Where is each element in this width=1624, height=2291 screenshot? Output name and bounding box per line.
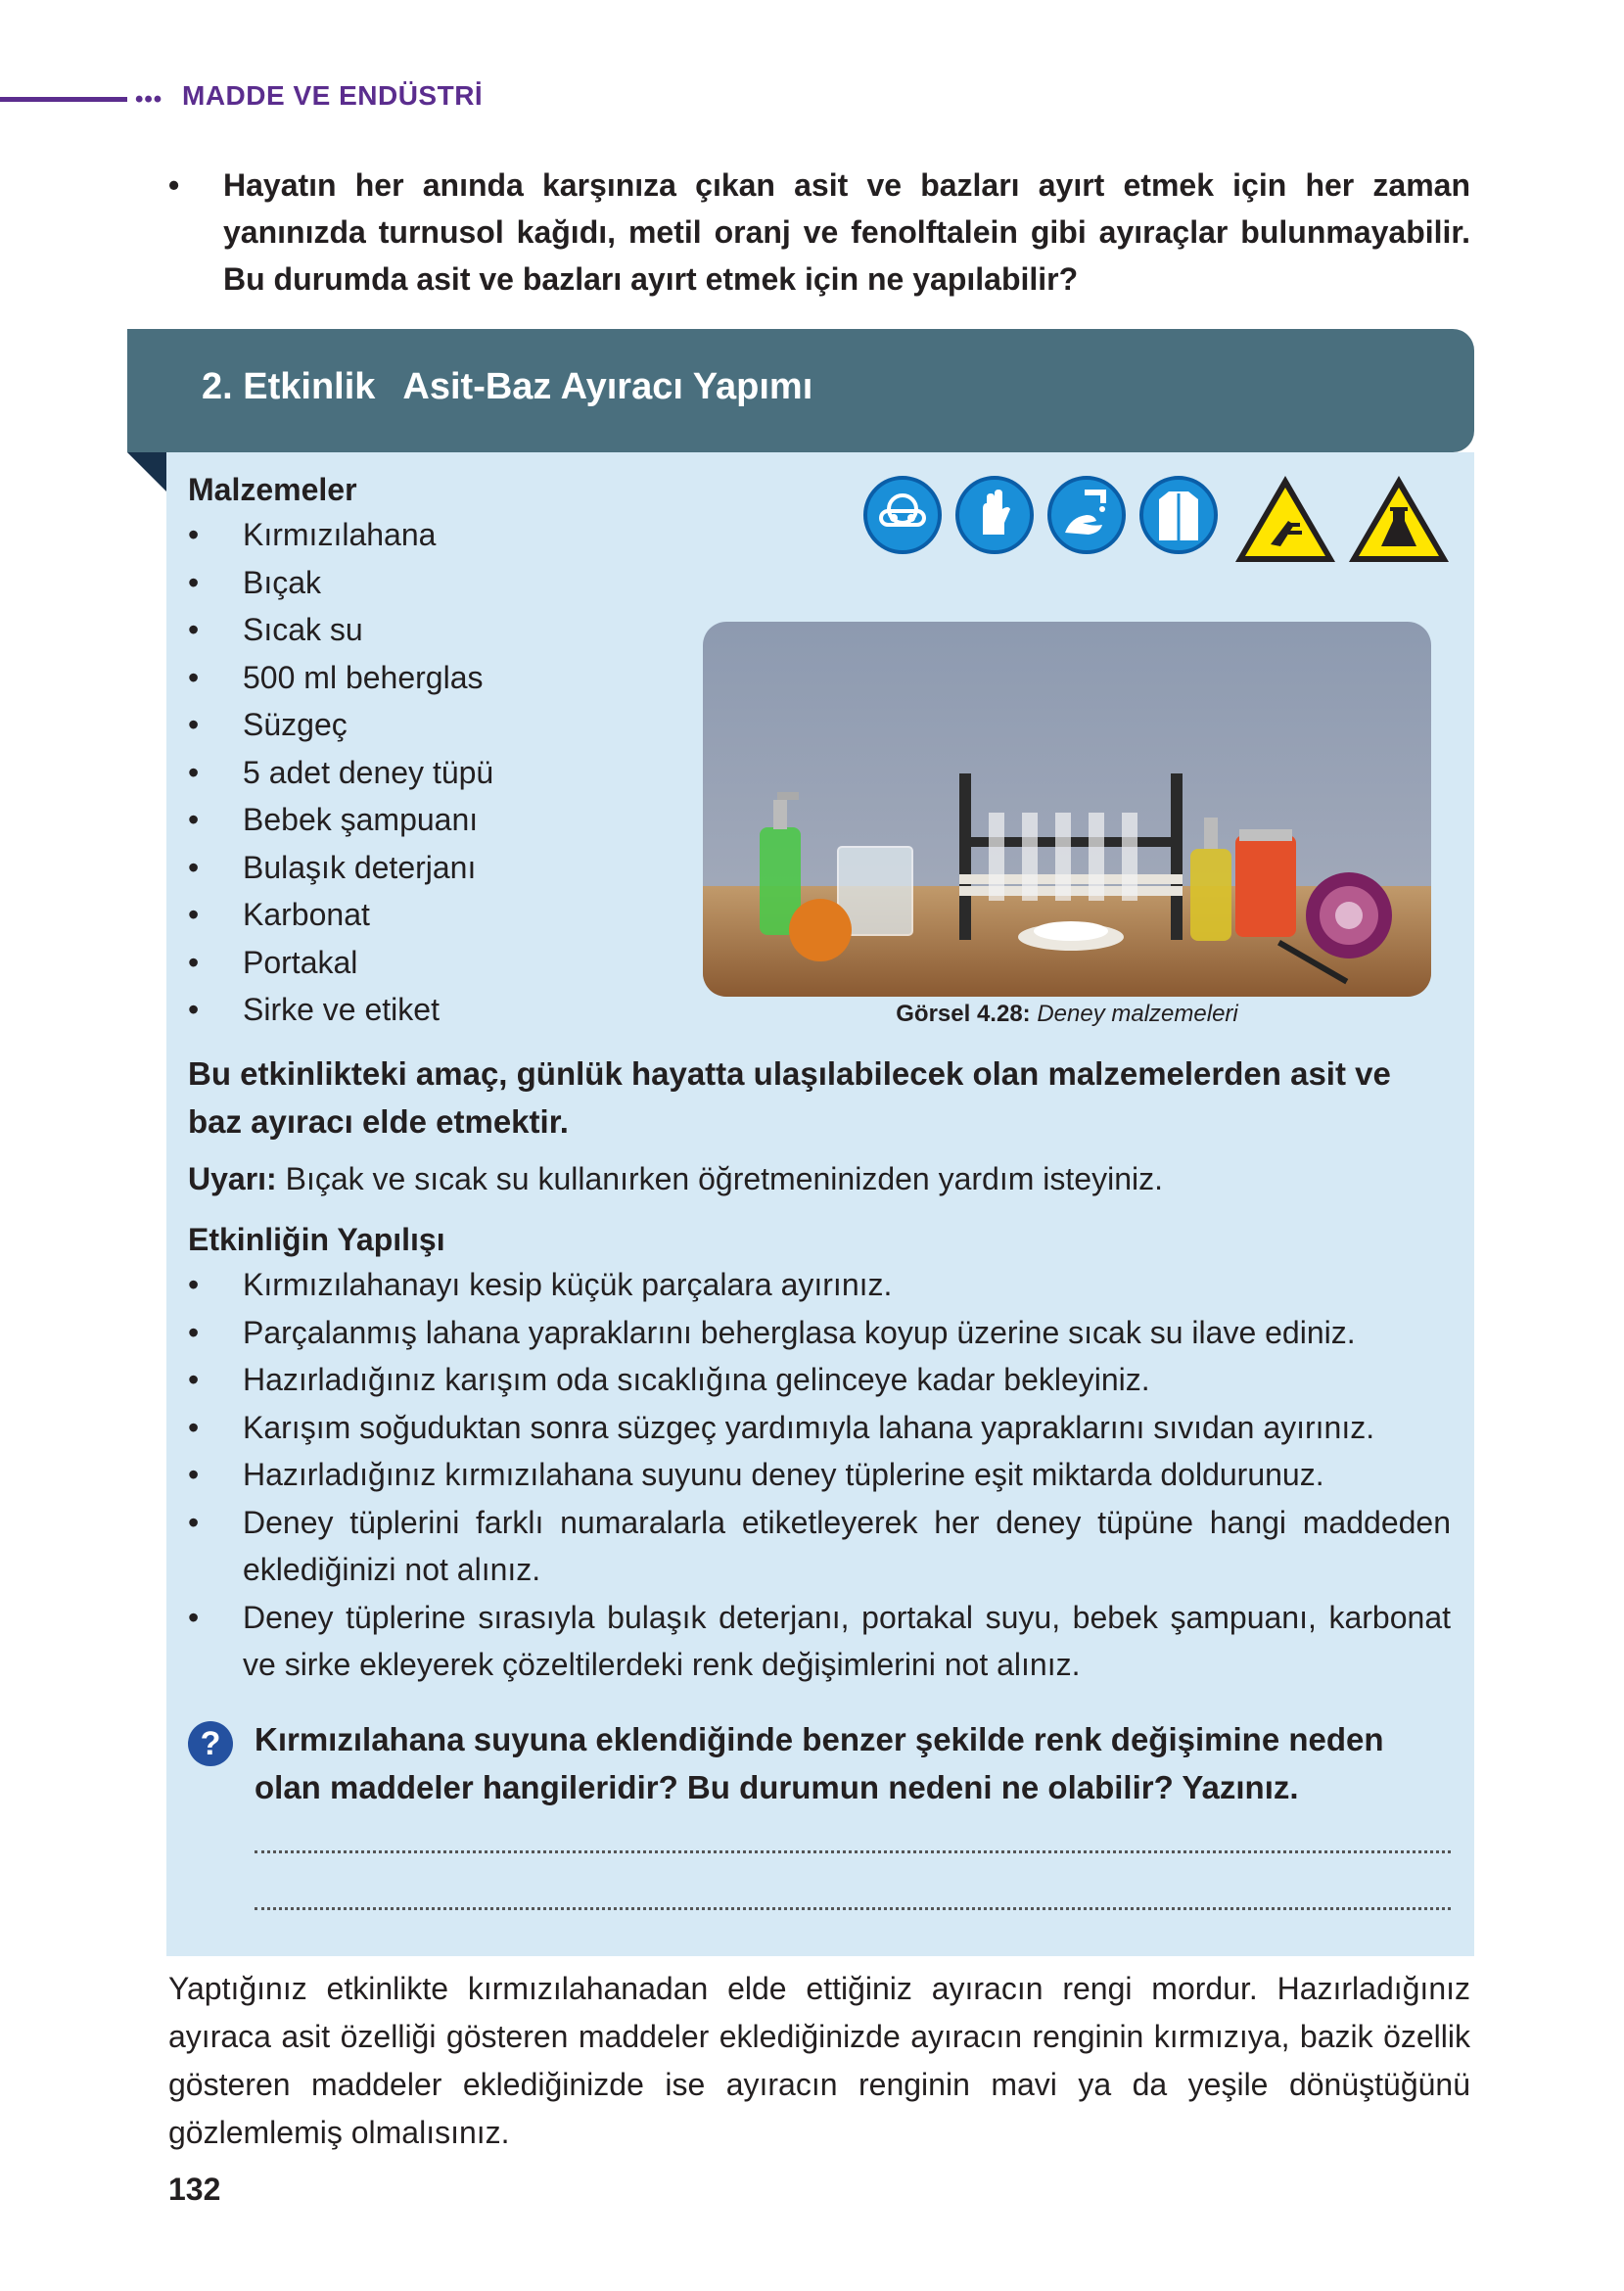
materials-heading: Malzemeler bbox=[188, 472, 357, 507]
page-number: 132 bbox=[168, 2172, 221, 2207]
activity-number: 2. Etkinlik bbox=[202, 366, 376, 407]
list-item: • Karışım soğuduktan sonra süzgeç yardımıyla lahana yapraklarını sıvıdan ayırınız. bbox=[188, 1404, 1451, 1452]
list-item: • Sıcak su bbox=[188, 606, 493, 654]
question-block bbox=[188, 1715, 1451, 1811]
materials-list bbox=[188, 511, 493, 1034]
list-item: • Hazırladığınız karışım oda sıcaklığına gelinceye kadar bekleyiniz. bbox=[188, 1356, 1451, 1404]
warning-text: Bıçak ve sıcak su kullanırken öğretmeninizden yardım isteyiniz. bbox=[285, 1161, 1163, 1196]
intro-question bbox=[168, 162, 1470, 303]
figure-caption bbox=[703, 1001, 1431, 1028]
goggles-icon bbox=[863, 476, 942, 554]
activity-subtitle: Asit-Baz Ayıracı Yapımı bbox=[402, 366, 813, 407]
list-item: • Kırmızılahanayı kesip küçük parçalara ayırınız. bbox=[188, 1261, 1451, 1309]
sharp-object-warning-icon bbox=[1231, 472, 1339, 566]
list-item: • Kırmızılahana bbox=[188, 511, 493, 559]
question-text: Kırmızılahana suyuna eklendiğinde benzer şekilde renk değişimine neden olan maddeler hangileridir? Bu durumun nedeni ne olabilir? Yazınız. bbox=[255, 1721, 1384, 1805]
unit-title: MADDE VE ENDÜSTRİ bbox=[182, 80, 484, 111]
activity-header bbox=[127, 329, 1474, 452]
list-item: • 5 adet deney tüpü bbox=[188, 749, 493, 797]
figure-label: Görsel 4.28: bbox=[896, 1001, 1031, 1027]
list-item: • Bebek şampuanı bbox=[188, 796, 493, 844]
answer-line[interactable] bbox=[255, 1907, 1451, 1910]
list-item: • Parçalanmış lahana yapraklarını beherglasa koyup üzerine sıcak su ilave ediniz. bbox=[188, 1309, 1451, 1357]
experiment-photo bbox=[703, 622, 1431, 997]
list-item: • Portakal bbox=[188, 939, 493, 987]
chemical-hazard-warning-icon bbox=[1345, 472, 1453, 566]
list-item: • Deney tüplerine sırasıyla bulaşık deterjanı, portakal suyu, bebek şampuanı, karbonat ve sirke ekleyerek çözeltilerdeki renk değişimlerini not alınız. bbox=[188, 1594, 1451, 1689]
warning bbox=[188, 1161, 1163, 1197]
list-item: • Sirke ve etiket bbox=[188, 986, 493, 1034]
question-mark-icon: ? bbox=[188, 1721, 233, 1766]
list-item: • Bıçak bbox=[188, 559, 493, 607]
list-item: • 500 ml beherglas bbox=[188, 654, 493, 702]
list-item: • Karbonat bbox=[188, 891, 493, 939]
answer-line[interactable] bbox=[255, 1850, 1451, 1853]
list-item: • Deney tüplerini farklı numaralarla etiketleyerek her deney tüpüne hangi maddeden eklediğinizi not alınız. bbox=[188, 1499, 1451, 1594]
warning-label: Uyarı: bbox=[188, 1161, 277, 1196]
list-item: • Bulaşık deterjanı bbox=[188, 844, 493, 892]
activity-box bbox=[166, 452, 1474, 1956]
conclusion-paragraph: Yaptığınız etkinlikte kırmızılahanadan elde ettiğiniz ayıracın rengi mordur. Hazırladığınız ayıraca asit özelliği gösteren maddeler eklediğinizde ayıracın renginin kırmızıya, bazik özellik gösteren maddeler eklediğinizde ise ayıracın renginin mavi ya da yeşile dönüştüğünü gözlemlemiş olmalısınız. bbox=[168, 1971, 1470, 2150]
list-item: • Hazırladığınız kırmızılahana suyunu deney tüplerine eşit miktarda doldurunuz. bbox=[188, 1451, 1451, 1499]
bullet: • bbox=[168, 167, 180, 203]
gloves-icon bbox=[955, 476, 1034, 554]
header-fold bbox=[127, 452, 166, 491]
figure-title: Deney malzemeleri bbox=[1037, 1001, 1238, 1027]
intro-text: Hayatın her anında karşınıza çıkan asit ve bazları ayırt etmek için her zaman yanınızda turnusol kağıdı, metil oranj ve fenolftalein gibi ayıraçlar bulunmayabilir. Bu durumda asit ve bazları ayırt etmek için ne yapılabilir? bbox=[223, 167, 1470, 297]
header-dots: ••• bbox=[135, 86, 163, 113]
steps-heading: Etkinliğin Yapılışı bbox=[188, 1222, 445, 1257]
activity-title bbox=[202, 366, 812, 408]
aim-text: Bu etkinlikteki amaç, günlük hayatta ulaşılabilecek olan malzemelerden asit ve baz ayıracı elde etmektir. bbox=[188, 1055, 1391, 1140]
header-rule bbox=[0, 97, 127, 102]
hand-wash-icon bbox=[1047, 476, 1126, 554]
list-item: • Süzgeç bbox=[188, 701, 493, 749]
steps-list bbox=[188, 1261, 1451, 1689]
lab-coat-icon bbox=[1139, 476, 1218, 554]
